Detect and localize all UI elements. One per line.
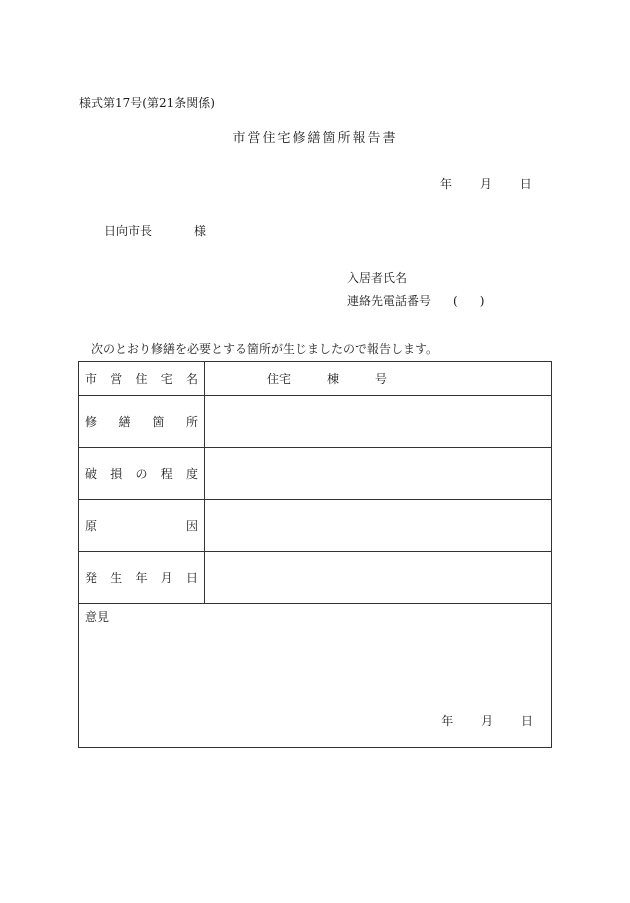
occurrence-date-label <box>79 552 205 604</box>
addressee <box>104 222 206 239</box>
row-opinion <box>79 604 552 748</box>
repair-location-label <box>79 396 205 448</box>
intro-text: 次のとおり修繕を必要とする箇所が生じましたので報告します。 <box>91 342 439 356</box>
date-year-label: 年 <box>440 177 453 191</box>
label-char: 度 <box>185 467 198 481</box>
opinion-date-day: 日 <box>520 714 533 728</box>
label-char: 箇 <box>152 415 165 429</box>
addressee-name: 日向市長 <box>104 224 153 238</box>
housing-name-value[interactable] <box>205 362 552 396</box>
document-title: 市営住宅修繕箇所報告書 <box>232 131 398 146</box>
label-char: 日 <box>185 571 198 585</box>
phone-line <box>347 292 484 309</box>
damage-degree-value[interactable] <box>205 448 552 500</box>
label-char: 所 <box>185 415 198 429</box>
label-char: 原 <box>85 519 98 533</box>
opinion-cell[interactable] <box>79 604 552 748</box>
housing-name-label <box>79 362 205 396</box>
occurrence-date-value[interactable] <box>205 552 552 604</box>
row-housing-name <box>79 362 552 396</box>
cause-label <box>79 500 205 552</box>
label-char: 名 <box>185 372 198 386</box>
phone-open-paren: ( <box>453 294 458 308</box>
label-char: 年 <box>135 571 148 585</box>
date-month-label: 月 <box>479 177 492 191</box>
repair-location-value[interactable] <box>205 396 552 448</box>
label-char: 住 <box>135 372 148 386</box>
report-table <box>78 361 552 748</box>
report-date <box>440 175 532 192</box>
label-char: 程 <box>160 467 173 481</box>
row-cause <box>79 500 552 552</box>
label-char: 損 <box>110 467 123 481</box>
label-char: 宅 <box>160 372 173 386</box>
opinion-date-year: 年 <box>441 714 454 728</box>
room-number-label: 号 <box>375 372 388 386</box>
opinion-label: 意見 <box>85 610 110 624</box>
label-char: 修 <box>85 415 98 429</box>
opinion-date <box>441 712 533 729</box>
phone-close-paren: ) <box>479 294 485 308</box>
row-occurrence-date <box>79 552 552 604</box>
date-day-label: 日 <box>519 177 532 191</box>
opinion-date-month: 月 <box>481 714 494 728</box>
cause-value[interactable] <box>205 500 552 552</box>
damage-degree-label <box>79 448 205 500</box>
label-char: 生 <box>110 571 123 585</box>
label-char: 因 <box>185 519 198 533</box>
resident-name-label: 入居者氏名 <box>347 271 408 285</box>
addressee-honorific: 様 <box>194 224 207 238</box>
housing-unit-label: 住宅 <box>267 372 292 386</box>
label-char: 繕 <box>118 415 131 429</box>
label-char: 営 <box>110 372 123 386</box>
label-char: 月 <box>160 571 173 585</box>
label-char: の <box>135 467 148 481</box>
phone-label: 連絡先電話番号 <box>347 294 432 308</box>
row-damage-degree <box>79 448 552 500</box>
label-char: 発 <box>85 571 98 585</box>
row-repair-location <box>79 396 552 448</box>
building-unit-label: 棟 <box>327 372 340 386</box>
form-number: 様式第17号(第21条関係) <box>79 96 215 110</box>
label-char: 破 <box>85 467 98 481</box>
label-char: 市 <box>85 372 98 386</box>
